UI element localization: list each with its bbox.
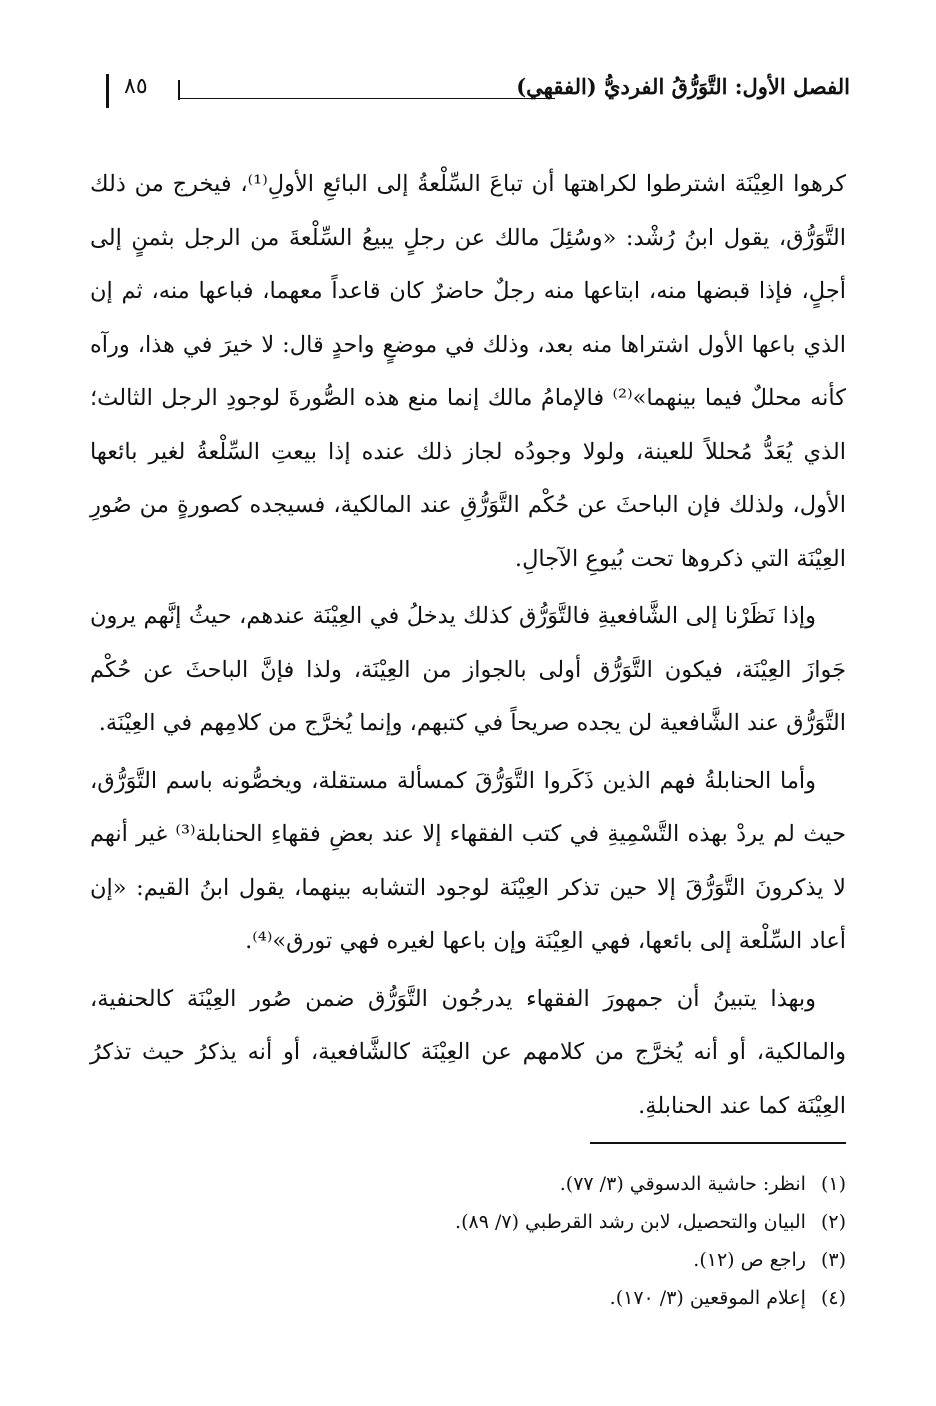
page-number: ٨٥ — [124, 74, 148, 99]
footnote-separator — [590, 1142, 846, 1144]
footnote-3 — [90, 1241, 846, 1279]
footnote-text: انظر: حاشية الدسوقي (٣/ ٧٧). — [559, 1173, 806, 1195]
paragraph-3: وأما الحنابلةُ فهم الذين ذَكَروا التَّوَرُّقَ كمسألة مستقلة، ويخصُّونه باسم التَّوَرُّق، حيث لم يردْ بهذه التَّسْمِيةِ في كتب الفقهاء إلا عند بعضِ فقهاءِ الحنابلة⁽³⁾ غير أنهم لا يذكرونَ التَّوَرُّقَ إلا حين تذكر العِيْنَة لوجود التشابه بينهما، يقول ابنُ القيم: «إن أعاد السِّلْعة إلى بائعها، فهي العِيْنَة وإن باعها لغيره فهي تورق»⁽⁴⁾. — [90, 767, 846, 954]
footnotes — [90, 1165, 846, 1317]
footnote-text: راجع ص (١٢). — [693, 1249, 806, 1271]
main-text — [90, 158, 846, 1133]
footnote-text: البيان والتحصيل، لابن رشد القرطبي (٧/ ٨٩). — [455, 1211, 806, 1233]
footnote-1 — [90, 1165, 846, 1203]
footnote-number: (٢) — [820, 1211, 846, 1233]
footnote-2 — [90, 1203, 846, 1241]
paragraph-2: وإذا نَظَرْنا إلى الشَّافعيةِ فالتَّوَرُّق كذلك يدخلُ في العِيْنَة عندهم، حيثُ إنَّهم يرون جَوازَ العِيْنَة، فيكون التَّوَرُّق أولى بالجواز من العِيْنَة، ولذا فإنَّ الباحثَ عن حُكْم التَّوَرُّق عند الشَّافعية لن يجده صريحاً في كتبهم، وإنما يُخرَّج من كلامِهم في العِيْنَة. — [90, 603, 846, 736]
running-header — [100, 72, 850, 112]
footnote-number: (١) — [820, 1173, 846, 1195]
header-rule — [178, 98, 555, 99]
header-divider-tick — [178, 80, 180, 100]
footnote-number: (٣) — [820, 1249, 846, 1271]
footnote-4 — [90, 1279, 846, 1317]
paragraph-1: كرهوا العِيْنَة اشترطوا لكراهتها أن تباعَ السِّلْعةُ إلى البائعِ الأولِ⁽¹⁾، فيخرج من ذلك التَّوَرُّق، يقول ابنُ رُشْد: «وسُئِلَ مالك عن رجلٍ يبيعُ السِّلْعةَ من الرجل بثمنٍ إلى أجلٍ، فإذا قبضها منه، ابتاعها منه رجلٌ حاضرٌ كان قاعداً معهما، فباعها منه، ثم إن الذي باعها الأول اشتراها منه بعد، وذلك في موضعٍ واحدٍ قال: لا خيرَ في هذا، ورآه كأنه محللٌ فيما بينهما»⁽²⁾ فالإمامُ مالك إنما منع هذه الصُّورةَ لوجودِ الرجل الثالث؛ الذي يُعَدُّ مُحللاً للعينة، ولولا وجودُه لجاز ذلك عنده إذا بيعتِ السِّلْعةُ لغير بائعها الأول، ولذلك فإن الباحثَ عن حُكْم التَّوَرُّقِ عند المالكية، فسيجده كصورةٍ من صُورِ العِيْنَة التي ذكروها تحت بُيوعِ الآجالِ. — [90, 171, 846, 572]
chapter-title: الفصل الأول: التَّوَرُّقُ الفرديُّ (الفقهي) — [516, 74, 850, 99]
header-left-bar — [106, 74, 109, 108]
footnote-text: إعلام الموقعين (٣/ ١٧٠). — [609, 1287, 806, 1309]
footnote-number: (٤) — [820, 1287, 846, 1309]
paragraph-4: وبهذا يتبينُ أن جمهورَ الفقهاء يدرجُون التَّوَرُّق ضمن صُور العِيْنَة كالحنفية، والمالكية، أو أنه يُخرَّج من كلامهم عن العِيْنَة كالشَّافعية، أو أنه يذكرُ حيث تذكرُ العِيْنَة كما عند الحنابلةِ. — [90, 985, 846, 1119]
